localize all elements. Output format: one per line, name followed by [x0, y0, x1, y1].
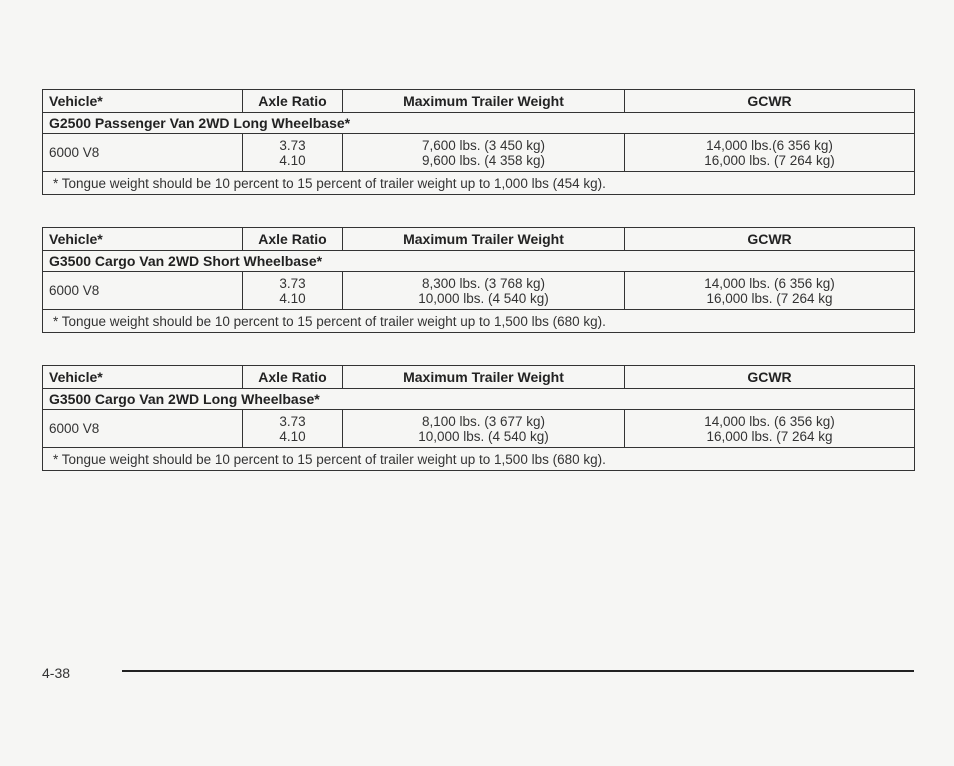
vehicle-title-row	[43, 251, 915, 272]
vehicle-title-row	[43, 389, 915, 410]
tongue-weight-note: * Tongue weight should be 10 percent to 15 percent of trailer weight up to 1,500 lbs (680 kg).	[43, 310, 915, 333]
engine-cell: 6000 V8	[43, 410, 243, 448]
header-max-trailer-weight: Maximum Trailer Weight	[343, 228, 625, 251]
header-axle-ratio: Axle Ratio	[243, 366, 343, 389]
tongue-weight-note: * Tongue weight should be 10 percent to 15 percent of trailer weight up to 1,000 lbs (454 kg).	[43, 172, 915, 195]
header-axle-ratio: Axle Ratio	[243, 90, 343, 113]
header-row	[43, 90, 915, 113]
axle-ratio-2: 4.10	[279, 428, 306, 444]
trailer-weight-2: 10,000 lbs. (4 540 kg)	[418, 428, 549, 444]
header-row	[43, 366, 915, 389]
gcwr-cell	[625, 272, 915, 310]
data-row	[43, 272, 915, 310]
gcwr-1: 14,000 lbs.(6 356 kg)	[706, 137, 833, 153]
trailer-weight-2: 10,000 lbs. (4 540 kg)	[418, 290, 549, 306]
engine-cell: 6000 V8	[43, 134, 243, 172]
trailer-weight-1: 7,600 lbs. (3 450 kg)	[421, 137, 546, 153]
header-gcwr: GCWR	[625, 90, 915, 113]
note-row	[43, 172, 915, 195]
gcwr-1: 14,000 lbs. (6 356 kg)	[704, 275, 835, 291]
gcwr-cell	[625, 134, 915, 172]
header-gcwr: GCWR	[625, 366, 915, 389]
axle-ratio-cell	[243, 134, 343, 172]
note-row	[43, 448, 915, 471]
header-vehicle: Vehicle*	[43, 90, 243, 113]
footer-rule	[122, 670, 914, 672]
gcwr-1: 14,000 lbs. (6 356 kg)	[704, 413, 835, 429]
header-row	[43, 228, 915, 251]
trailer-weight-table-1	[42, 89, 915, 195]
header-axle-ratio: Axle Ratio	[243, 228, 343, 251]
gcwr-2: 16,000 lbs. (7 264 kg	[706, 428, 833, 444]
header-max-trailer-weight: Maximum Trailer Weight	[343, 366, 625, 389]
tongue-weight-note: * Tongue weight should be 10 percent to 15 percent of trailer weight up to 1,500 lbs (680 kg).	[43, 448, 915, 471]
gcwr-2: 16,000 lbs. (7 264 kg	[706, 290, 833, 306]
vehicle-title: G3500 Cargo Van 2WD Short Wheelbase*	[43, 251, 915, 272]
axle-ratio-2: 4.10	[279, 152, 306, 168]
header-vehicle: Vehicle*	[43, 228, 243, 251]
trailer-weight-1: 8,100 lbs. (3 677 kg)	[421, 413, 546, 429]
vehicle-title: G2500 Passenger Van 2WD Long Wheelbase*	[43, 113, 915, 134]
gcwr-2: 16,000 lbs. (7 264 kg)	[704, 152, 835, 168]
trailer-weight-table-2	[42, 227, 915, 333]
header-max-trailer-weight: Maximum Trailer Weight	[343, 90, 625, 113]
axle-ratio-cell	[243, 272, 343, 310]
axle-ratio-1: 3.73	[279, 137, 306, 153]
trailer-weight-cell	[343, 134, 625, 172]
trailer-weight-2: 9,600 lbs. (4 358 kg)	[421, 152, 546, 168]
trailer-weight-table-3	[42, 365, 915, 471]
header-gcwr: GCWR	[625, 228, 915, 251]
engine-cell: 6000 V8	[43, 272, 243, 310]
note-row	[43, 310, 915, 333]
gcwr-cell	[625, 410, 915, 448]
data-row	[43, 410, 915, 448]
trailer-weight-cell	[343, 410, 625, 448]
axle-ratio-2: 4.10	[279, 290, 306, 306]
axle-ratio-1: 3.73	[279, 275, 306, 291]
header-vehicle: Vehicle*	[43, 366, 243, 389]
vehicle-title-row	[43, 113, 915, 134]
trailer-weight-1: 8,300 lbs. (3 768 kg)	[421, 275, 546, 291]
axle-ratio-cell	[243, 410, 343, 448]
trailer-weight-cell	[343, 272, 625, 310]
page-number: 4-38	[42, 665, 71, 681]
axle-ratio-1: 3.73	[279, 413, 306, 429]
vehicle-title: G3500 Cargo Van 2WD Long Wheelbase*	[43, 389, 915, 410]
data-row	[43, 134, 915, 172]
